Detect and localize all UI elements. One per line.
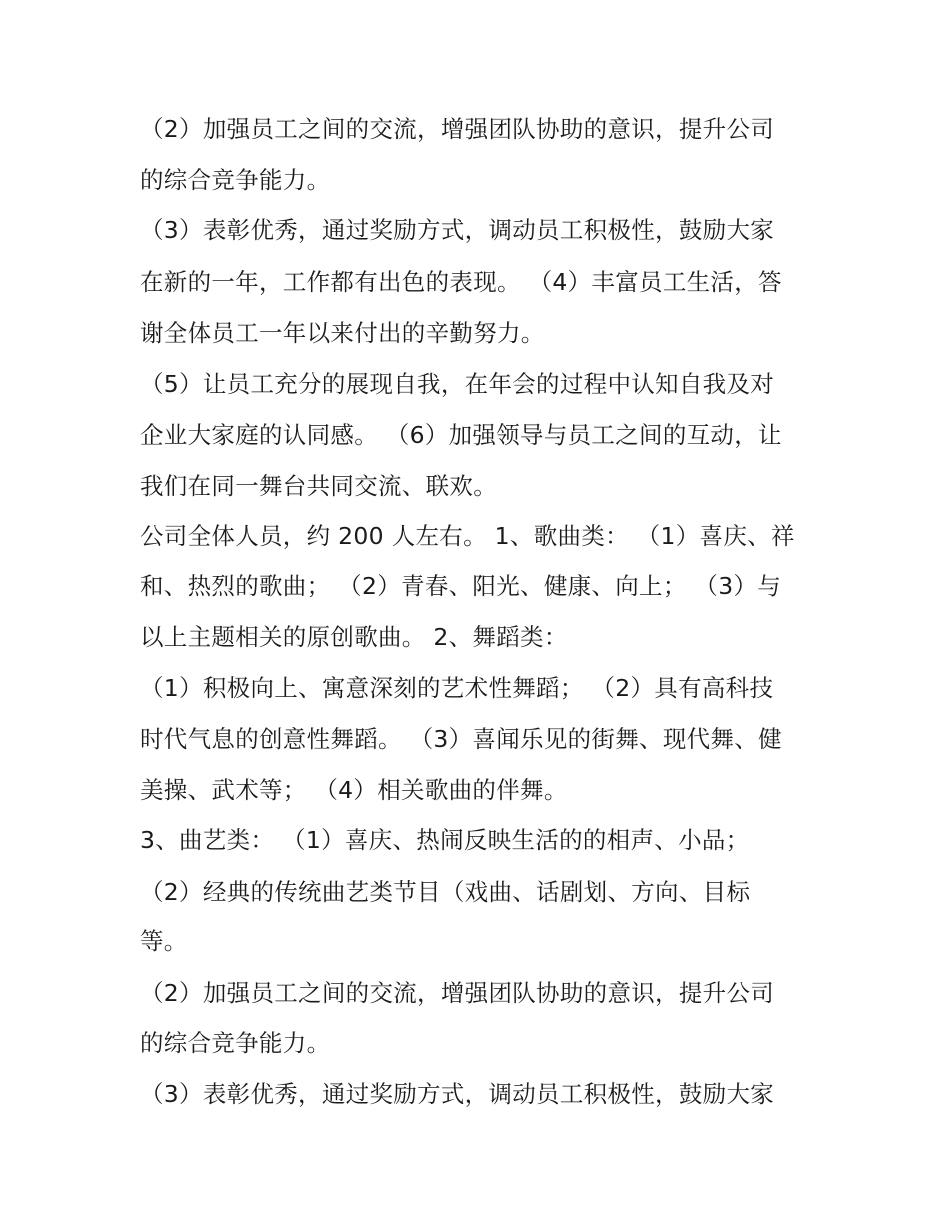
text-line: 以上主题相关的原创歌曲。 2、舞蹈类：	[140, 623, 568, 651]
text-line: 我们在同一舞台共同交流、联欢。	[140, 472, 497, 500]
text-line: 在新的一年，工作都有出色的表现。 （4）丰富员工生活，答	[140, 268, 782, 296]
text-line: （1）积极向上、寓意深刻的艺术性舞蹈； （2）具有高科技	[140, 674, 774, 702]
text-line: （2）加强员工之间的交流，增强团队协助的意识，提升公司	[140, 115, 775, 143]
text-line: 公司全体人员，约 200 人左右。 1、歌曲类： （1）喜庆、祥	[140, 522, 795, 550]
text-line: 时代气息的创意性舞蹈。 （3）喜闻乐见的街舞、现代舞、健	[140, 725, 782, 753]
text-line: （2）经典的传统曲艺类节目（戏曲、话剧划、方向、目标	[140, 878, 751, 906]
text-line: （5）让员工充分的展现自我，在年会的过程中认知自我及对	[140, 370, 775, 398]
text-line: 和、热烈的歌曲； （2）青春、阳光、健康、向上； （3）与	[140, 572, 782, 600]
text-line: 3、曲艺类： （1）喜庆、热闹反映生活的的相声、小品；	[140, 826, 750, 854]
text-line: 谢全体员工一年以来付出的辛勤努力。	[140, 319, 545, 347]
text-line: 的综合竞争能力。	[140, 1029, 331, 1057]
text-line: 企业大家庭的认同感。 （6）加强领导与员工之间的互动，让	[140, 421, 782, 449]
text-line: （2）加强员工之间的交流，增强团队协助的意识，提升公司	[140, 979, 775, 1007]
text-line: （3）表彰优秀，通过奖励方式，调动员工积极性，鼓励大家	[140, 1080, 775, 1108]
text-line: 美操、武术等； （4）相关歌曲的伴舞。	[140, 776, 568, 804]
text-line: （3）表彰优秀，通过奖励方式，调动员工积极性，鼓励大家	[140, 216, 775, 244]
text-line: 的综合竞争能力。	[140, 166, 331, 194]
text-line: 等。	[140, 927, 188, 955]
